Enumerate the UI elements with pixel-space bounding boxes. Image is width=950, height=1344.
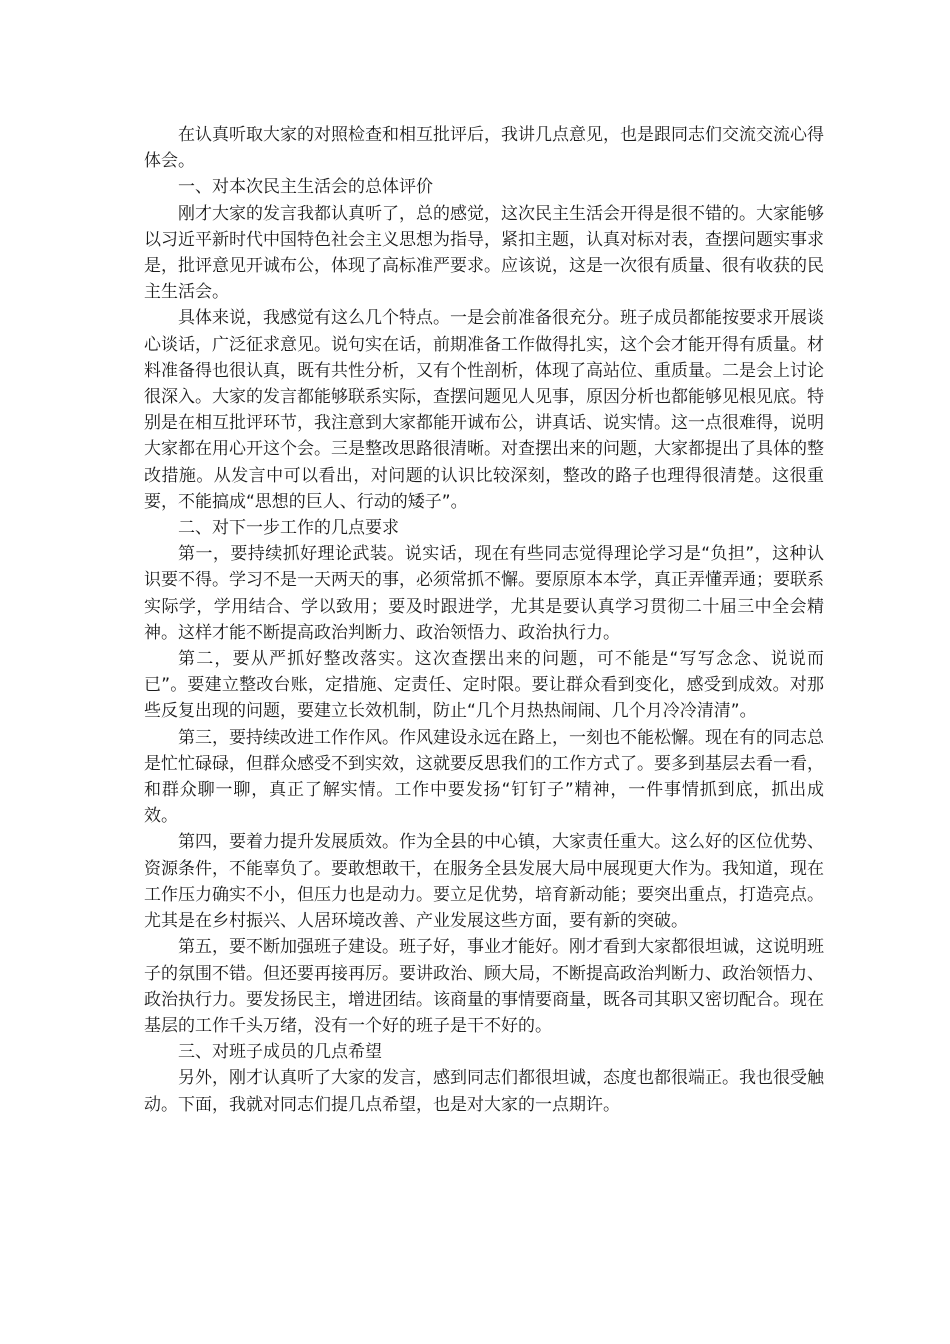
heading-overall-evaluation: 一、对本次民主生活会的总体评价: [178, 177, 433, 198]
paragraph-requirement-5: 第五，要不断加强班子建设。班子好，事业才能好。刚才看到大家都很坦诚，这说明班子的氛围不错。但还要再接再厉。要讲政治、顾大局，不断提高政治判断力、政治领悟力、政治执行力。要发扬民主，增进团结。该商量的事情要商量，既各司其职又密切配合。现在基层的工作千头万绪，没有一个好的班子是干不好的。: [144, 937, 824, 1036]
heading-hopes: 三、对班子成员的几点希望: [178, 1042, 382, 1063]
paragraph-requirement-1: 第一，要持续抓好理论武装。说实话，现在有些同志觉得理论学习是“负担”，这种认识要不得。学习不是一天两天的事，必须常抓不懈。要原原本本学，真正弄懂弄通；要联系实际学，学用结合、学以致用；要及时跟进学，尤其是要认真学习贯彻二十届三中全会精神。这样才能不断提高政治判断力、政治领悟力、政治执行力。: [144, 544, 824, 643]
paragraph-requirement-3: 第三，要持续改进工作作风。作风建设永远在路上，一刻也不能松懈。现在有的同志总是忙忙碌碌，但群众感受不到实效，这就要反思我们的工作方式了。要多到基层去看一看，和群众聊一聊，真正了解实情。工作中要发扬“钉钉子”精神，一件事情抓到底，抓出成效。: [144, 727, 824, 827]
paragraph-intro: 在认真听取大家的对照检查和相互批评后，我讲几点意见，也是跟同志们交流交流心得体会。: [144, 125, 824, 172]
heading-next-steps: 二、对下一步工作的几点要求: [178, 518, 399, 539]
paragraph-overall-feeling: 刚才大家的发言我都认真听了，总的感觉，这次民主生活会开得是很不错的。大家能够以习近平新时代中国特色社会主义思想为指导，紧扣主题，认真对标对表，查摆问题实事求是，批评意见开诚布公，体现了高标准严要求。应该说，这是一次很有质量、很有收获的民主生活会。: [144, 203, 824, 303]
paragraph-hopes-intro: 另外，刚才认真听了大家的发言，感到同志们都很坦诚，态度也都很端正。我也很受触动。下面，我就对同志们提几点希望，也是对大家的一点期许。: [144, 1068, 824, 1115]
document-body: [144, 122, 824, 1118]
paragraph-requirement-2: 第二，要从严抓好整改落实。这次查摆出来的问题，可不能是“写写念念、说说而已”。要建立整改台账，定措施、定责任、定时限。要让群众看到变化，感受到成效。对那些反复出现的问题，要建立长效机制，防止“几个月热热闹闹、几个月冷冷清清”。: [144, 649, 824, 722]
paragraph-characteristics: 具体来说，我感觉有这么几个特点。一是会前准备很充分。班子成员都能按要求开展谈心谈话，广泛征求意见。说句实在话，前期准备工作做得扎实，这个会才能开得有质量。材料准备得也很认真，既有共性分析，又有个性剖析，体现了高站位、重质量。二是会上讨论很深入。大家的发言都能够联系实际，查摆问题见人见事，原因分析也都能够见根见底。特别是在相互批评环节，我注意到大家都能开诚布公，讲真话、说实情。这一点很难得，说明大家都在用心开这个会。三是整改思路很清晰。对查摆出来的问题，大家都提出了具体的整改措施。从发言中可以看出，对问题的认识比较深刻，整改的路子也理得很清楚。这很重要，不能搞成“思想的巨人、行动的矮子”。: [144, 308, 824, 512]
paragraph-requirement-4: 第四，要着力提升发展质效。作为全县的中心镇，大家责任重大。这么好的区位优势、资源条件，不能辜负了。要敢想敢干，在服务全县发展大局中展现更大作为。我知道，现在工作压力确实不小，但压力也是动力。要立足优势，培育新动能；要突出重点，打造亮点。尤其是在乡村振兴、人居环境改善、产业发展这些方面，要有新的突破。: [144, 832, 824, 932]
